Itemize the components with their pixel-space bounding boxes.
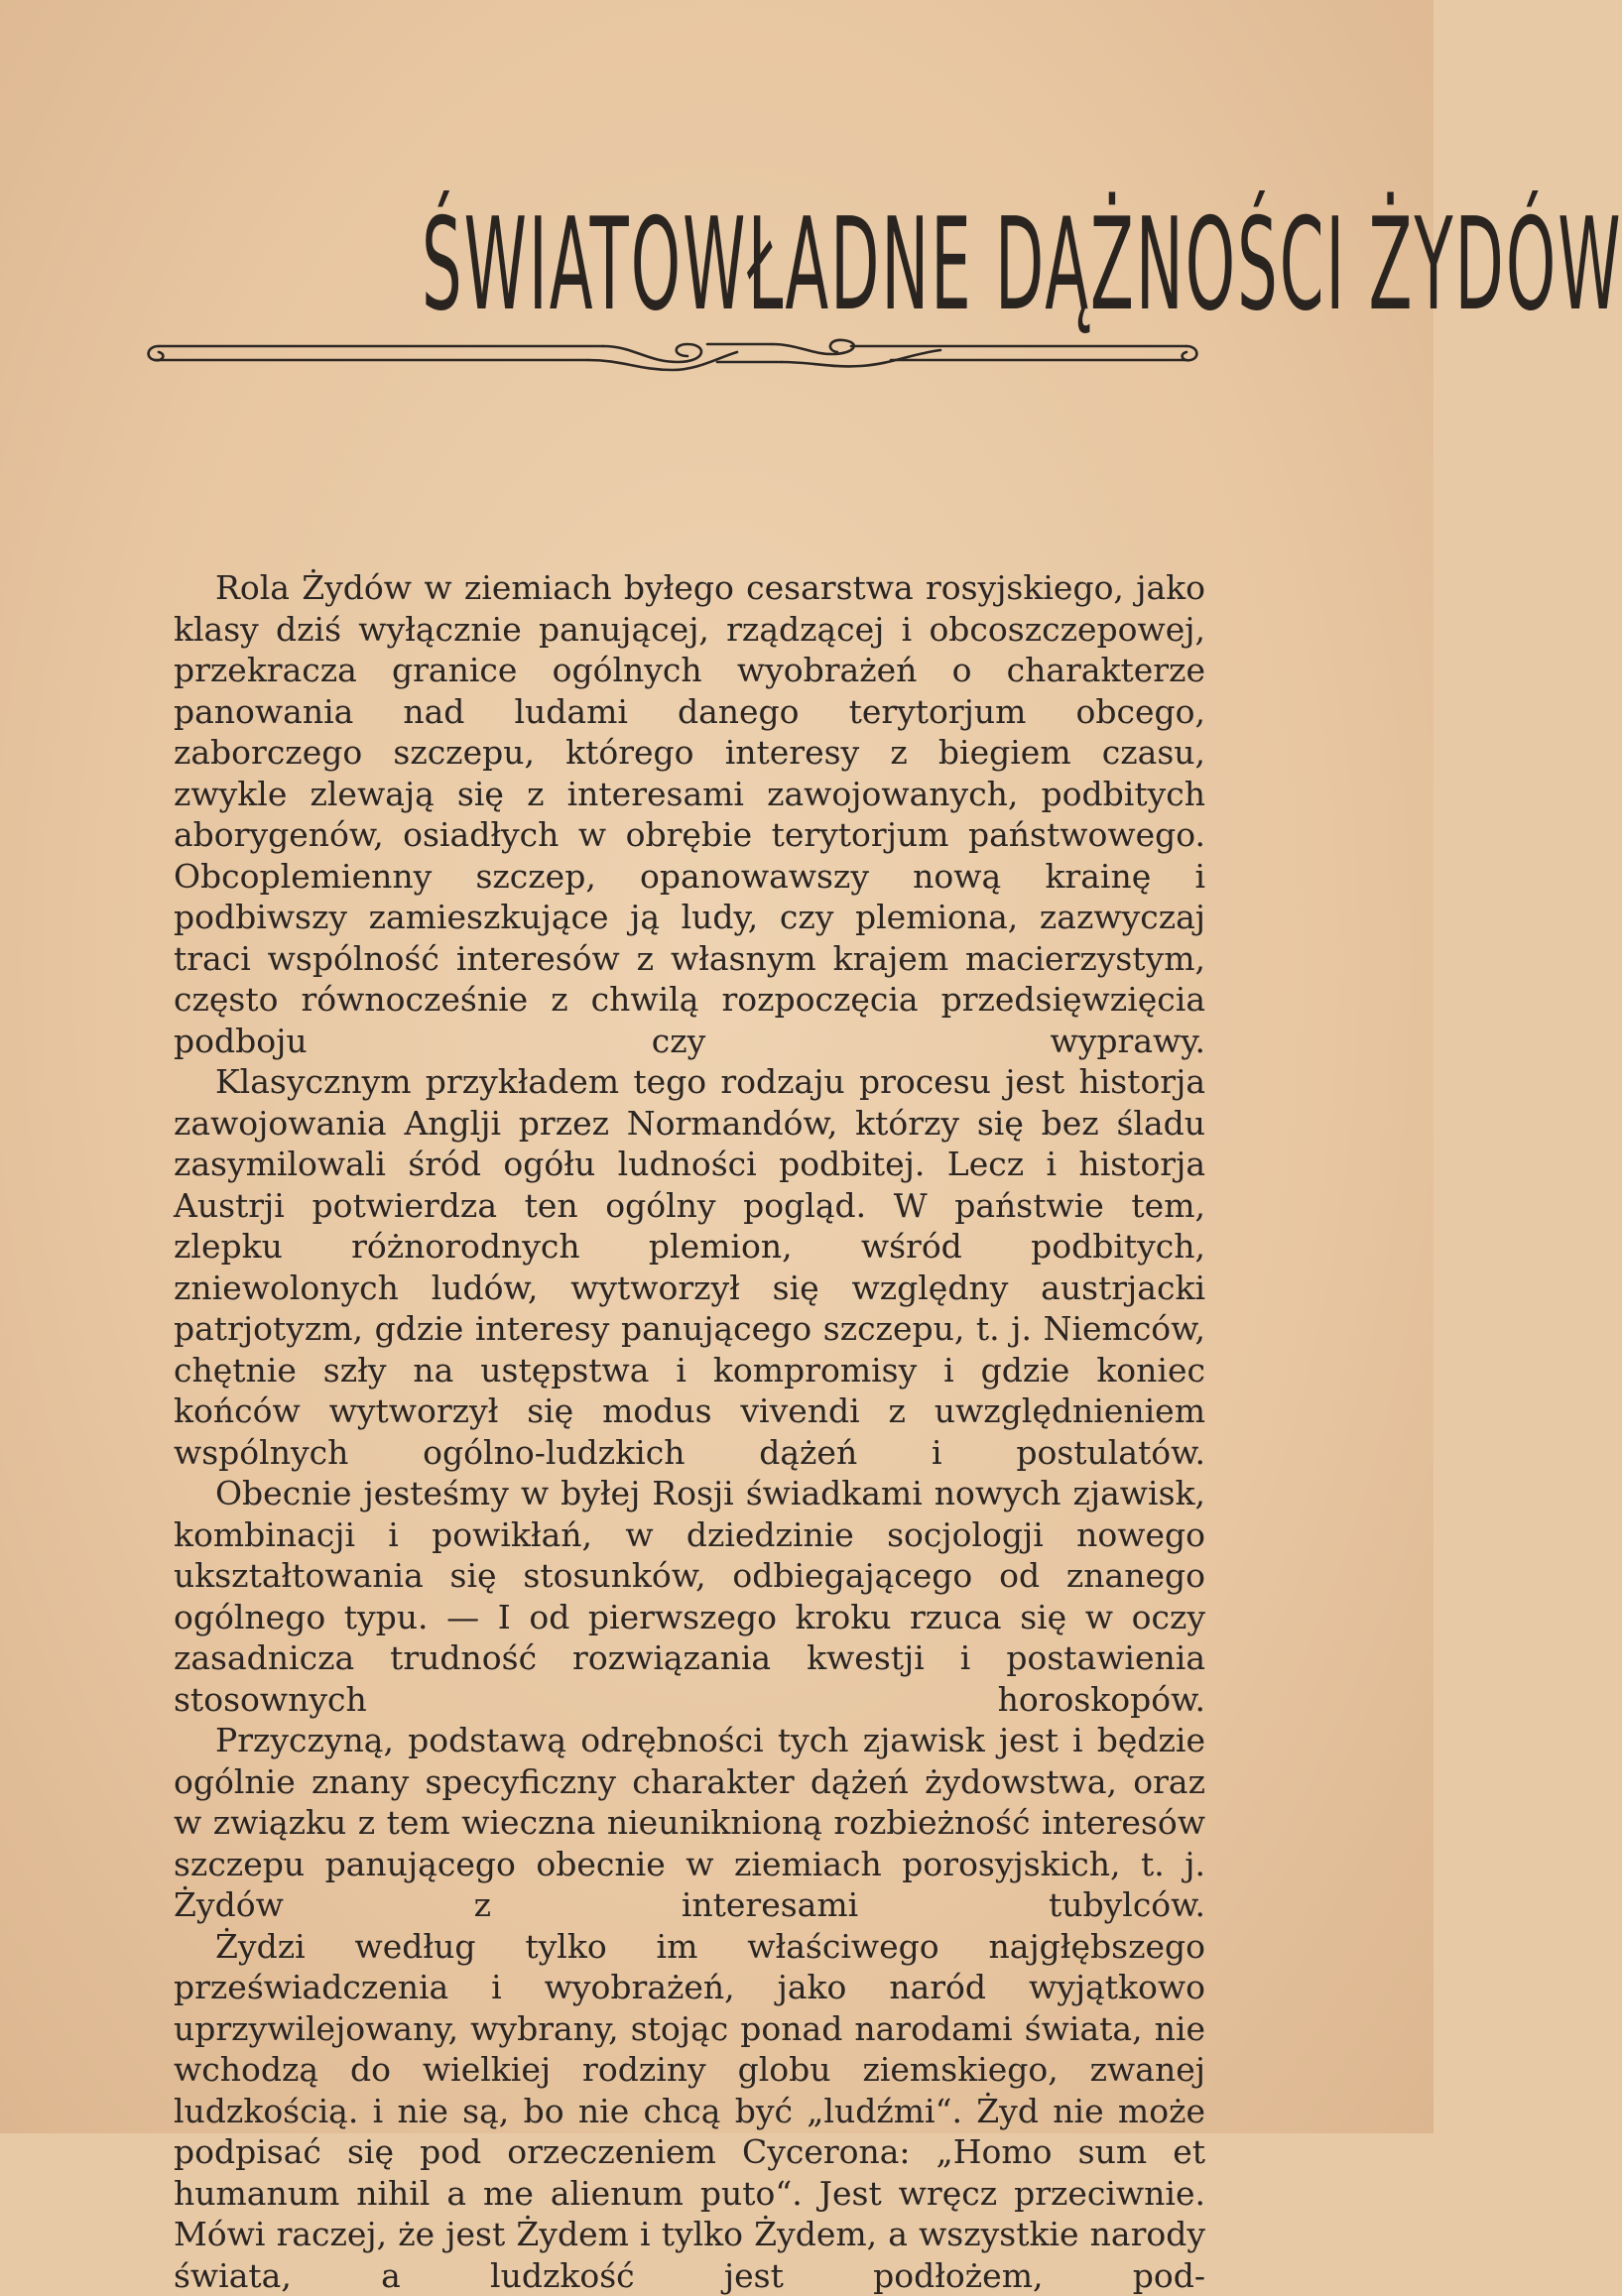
page-title: ŚWIATOWŁADNE DĄŻNOŚCI ŻYDÓW — [422, 206, 928, 325]
paragraph-3: Obecnie jesteśmy w byłej Rosji świadkami nowych zjawisk, kombinacji i powikłań, w dziedzinie socjologji nowego ukształtowania się stosunków, odbiegającego od znanego ogólnego typu. — I od pierwszego kroku rzuca się w oczy zasadnicza trudność rozwiązania kwestji i postawienia stosownych horoskopów. — [174, 1473, 1205, 1720]
paragraph-1: Rola Żydów w ziemiach byłego cesarstwa rosyjskiego, jako klasy dziś wyłącznie panującej, rządzącej i obcoszczepowej, przekracza granice ogólnych wyobrażeń o charakterze panowania nad ludami danego terytorjum obcego, zaborczego szczepu, którego interesy z biegiem czasu, zwykle zlewają się z interesami zawojowanych, podbitych aborygenów, osiadłych w obrębie terytorjum państwowego. Obcoplemienny szczep, opanowawszy nową krainę i podbiwszy zamieszkujące ją ludy, czy plemiona, zazwyczaj traci wspólność interesów z własnym krajem macierzystym, często równocześnie z chwilą rozpoczęcia przedsięwzięcia podboju czy wyprawy. — [174, 567, 1205, 1061]
title-ornament — [137, 332, 1208, 374]
paragraph-2: Klasycznym przykładem tego rodzaju procesu jest historja zawojowania Anglji przez Normandów, którzy się bez śladu zasymilowali śród ogółu ludności podbitej. Lecz i historja Austrji potwierdza ten ogólny pogląd. W państwie tem, zlepku różnorodnych plemion, wśród podbitych, zniewolonych ludów, wytworzył się względny austrjacki patrjotyzm, gdzie interesy panującego szczepu, t. j. Niemców, chętnie szły na ustępstwa i kompromisy i gdzie koniec końców wytworzył się modus vivendi z uwzględnieniem wspólnych ogólno-ludzkich dążeń i postulatów. — [174, 1061, 1205, 1473]
paragraph-4: Przyczyną, podstawą odrębności tych zjawisk jest i będzie ogólnie znany specyficzny charakter dążeń żydowstwa, oraz w związku z tem wieczna nieuniknioną rozbieżność interesów szczepu panującego obecnie w ziemiach porosyjskich, t. j. Żydów z interesami tubylców. — [174, 1720, 1205, 1926]
article-body — [174, 567, 1205, 2296]
paragraph-5: Żydzi według tylko im właściwego najgłębszego przeświadczenia i wyobrażeń, jako naród wyjątkowo uprzywilejowany, wybrany, stojąc ponad narodami świata, nie wchodzą do wielkiej rodziny globu ziemskiego, zwanej ludzkością. i nie są, bo nie chcą być „ludźmi“. Żyd nie może podpisać się pod orzeczeniem Cycerona: „Homo sum et humanum nihil a me alienum puto“. Jest wręcz przeciwnie. Mówi raczej, że jest Żydem i tylko Żydem, a wszystkie narody świata, a ludzkość jest podłożem, pod- — [174, 1926, 1205, 2296]
